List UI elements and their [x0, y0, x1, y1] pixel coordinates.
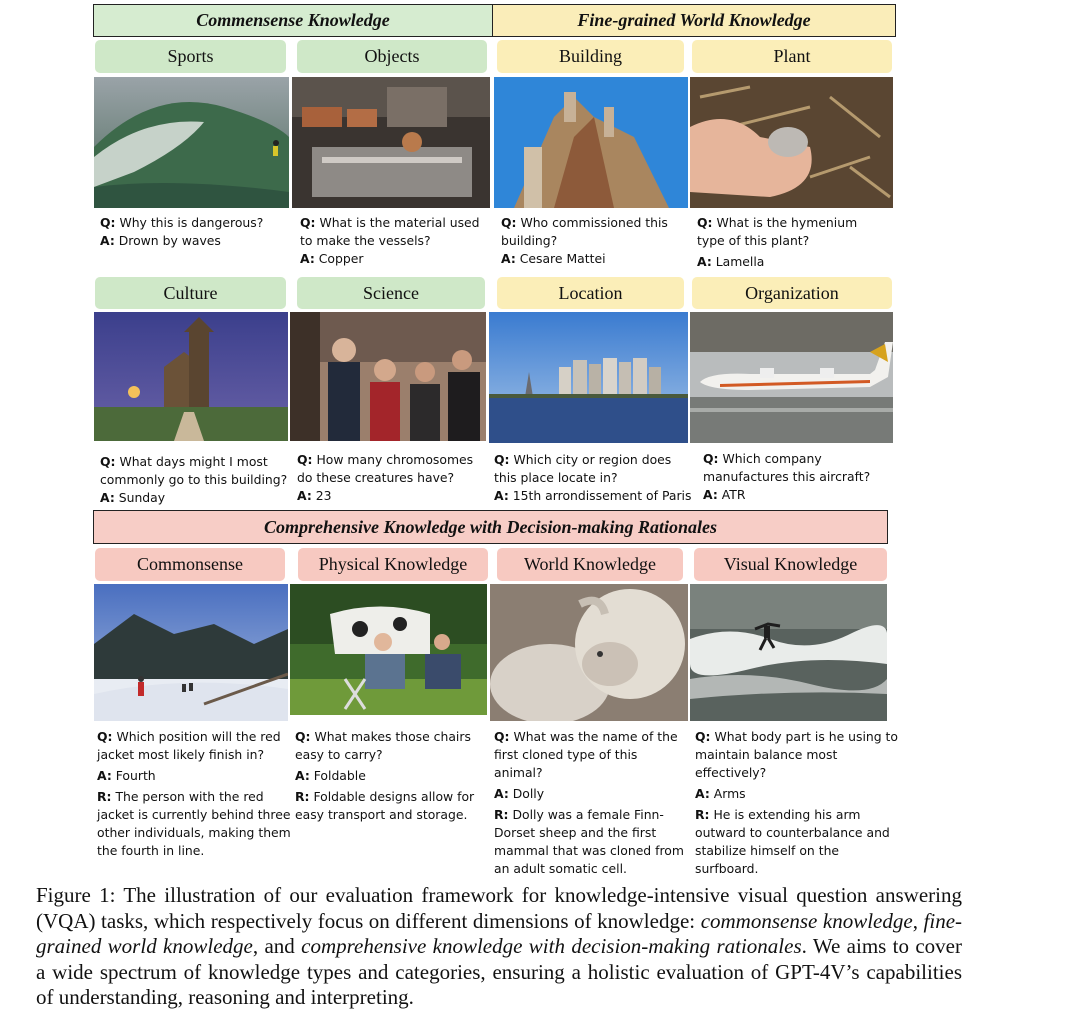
section-comprehensive-title: Comprehensive Knowledge with Decision-making Rationales [263, 516, 718, 537]
category-science [297, 277, 485, 309]
photo-paris-river [489, 312, 688, 443]
a-label: A: [494, 488, 509, 503]
rationale-text: He is extending his arm outward to counterbalance and stabilize himself on the surfboard. [695, 807, 890, 876]
r-label: R: [295, 789, 310, 804]
photo-church-dusk [94, 312, 288, 441]
category-label: Location [558, 282, 623, 303]
question-text: What days might I most commonly go to this building? [100, 454, 288, 487]
answer-text: Drown by waves [118, 233, 221, 248]
photo-aircraft [690, 312, 893, 443]
category-label: Culture [163, 282, 218, 303]
q-label: Q: [697, 215, 713, 230]
a-label: A: [703, 487, 718, 502]
q-label: Q: [501, 215, 517, 230]
question-text: What is the material used to make the vessels? [300, 215, 480, 248]
q-label: Q: [100, 454, 116, 469]
qa-location [494, 451, 694, 505]
q-label: Q: [97, 729, 113, 744]
rationale-text: Foldable designs allow for easy transport and storage. [295, 789, 475, 822]
q-label: Q: [703, 451, 719, 466]
a-label: A: [300, 251, 315, 266]
qa-objects [300, 214, 490, 268]
category-label: Organization [745, 282, 839, 303]
question-text: What is the hymenium type of this plant? [697, 215, 858, 248]
qar-physical-knowledge [295, 728, 480, 824]
q-label: Q: [494, 452, 510, 467]
photo-people-group [290, 312, 486, 441]
qa-science [297, 451, 482, 505]
photo-cow-chairs [290, 584, 487, 715]
q-label: Q: [494, 729, 510, 744]
category-label: Science [363, 282, 419, 303]
category-label: Sports [167, 46, 214, 66]
caption-text: . We aims to cover a wide spectrum of knowledge types and categories, ensuring a holistic evaluation of GPT-4V’s capabilities of understanding, reasoning and interpreting. [36, 934, 962, 1009]
category-label: Objects [364, 46, 420, 66]
photo-surfer-wave [94, 77, 289, 208]
category-objects [297, 40, 487, 73]
qa-building [501, 214, 681, 268]
answer-text: Arms [713, 786, 746, 801]
qar-world-knowledge [494, 728, 684, 878]
category-label: Physical Knowledge [318, 554, 468, 574]
category-label: Commonsense [137, 554, 243, 574]
category-physical-knowledge [298, 548, 488, 581]
category-culture [95, 277, 286, 309]
q-label: Q: [100, 215, 116, 230]
a-label: A: [295, 768, 310, 783]
answer-text: Foldable [313, 768, 366, 783]
a-label: A: [695, 786, 710, 801]
category-organization [692, 277, 892, 309]
question-text: What was the name of the first cloned type of this animal? [494, 729, 678, 780]
r-label: R: [494, 807, 509, 822]
a-label: A: [97, 768, 112, 783]
qa-plant [697, 214, 877, 271]
section-commonsense-title: Commensense Knowledge [196, 10, 390, 30]
a-label: A: [494, 786, 509, 801]
q-label: Q: [297, 452, 313, 467]
answer-text: Cesare Mattei [519, 251, 606, 266]
question-text: How many chromosomes do these creatures have? [297, 452, 474, 485]
category-visual-knowledge [694, 548, 887, 581]
category-location [497, 277, 684, 309]
a-label: A: [697, 254, 712, 269]
section-fine-grained-title: Fine-grained World Knowledge [577, 10, 811, 30]
a-label: A: [297, 488, 312, 503]
r-label: R: [97, 789, 112, 804]
photo-sheep [490, 584, 688, 721]
question-text: Which position will the red jacket most likely finish in? [97, 729, 281, 762]
category-building [497, 40, 684, 73]
answer-text: Lamella [715, 254, 765, 269]
category-sports [95, 40, 286, 73]
caption-emphasis: fine-grained world knowledge [36, 908, 963, 958]
caption-emphasis: commonsense knowledge [700, 908, 913, 933]
question-text: What body part is he using to maintain balance most effectively? [695, 729, 898, 780]
figure-caption [36, 883, 962, 1011]
photo-ski-slope [94, 584, 288, 721]
rationale-text: The person with the red jacket is currently behind three other individuals, making them the fourth in line. [97, 789, 291, 858]
section-comprehensive-banner [93, 510, 888, 544]
answer-text: Sunday [118, 490, 166, 505]
question-text: Which city or region does this place locate in? [494, 452, 672, 485]
answer-text: Fourth [115, 768, 156, 783]
category-world-knowledge [497, 548, 683, 581]
answer-text: Copper [318, 251, 364, 266]
category-commonsense [95, 548, 285, 581]
question-text: Who commissioned this building? [501, 215, 668, 248]
qa-sports [100, 214, 290, 250]
section-fine-grained-banner [492, 4, 896, 37]
photo-copper-kitchen [292, 77, 490, 208]
a-label: A: [100, 490, 115, 505]
question-text: Why this is dangerous? [119, 215, 264, 230]
category-label: World Knowledge [523, 554, 657, 574]
qa-culture [100, 453, 295, 507]
qar-visual-knowledge [695, 728, 905, 878]
caption-emphasis: comprehensive knowledge with decision-making rationales [301, 934, 802, 958]
photo-castle-building [494, 77, 688, 208]
qa-organization [703, 450, 888, 504]
photo-surfer-balance [690, 584, 887, 721]
rationale-text: Dolly was a female Finn-Dorset sheep and the first mammal that was cloned from an adult somatic cell. [494, 807, 684, 876]
photo-mushroom-hand [690, 77, 893, 208]
answer-text: 15th arrondissement of Paris [512, 488, 692, 503]
r-label: R: [695, 807, 710, 822]
q-label: Q: [695, 729, 711, 744]
caption-text: Figure 1: The illustration of our evaluation framework for knowledge-intensive visual question answering (VQA) tasks, which respectively focus on different dimensions of knowledge: [36, 883, 962, 933]
question-text: What makes those chairs easy to carry? [295, 729, 471, 762]
category-label: Visual Knowledge [723, 554, 858, 574]
a-label: A: [501, 251, 516, 266]
section-commonsense-banner [93, 4, 493, 37]
category-label: Building [558, 46, 622, 66]
caption-text: , [912, 908, 924, 933]
answer-text: 23 [315, 488, 332, 503]
question-text: Which company manufactures this aircraft? [703, 451, 871, 484]
answer-text: Dolly [512, 786, 545, 801]
category-plant [692, 40, 892, 73]
q-label: Q: [300, 215, 316, 230]
qar-commonsense [97, 728, 292, 860]
a-label: A: [100, 233, 115, 248]
answer-text: ATR [721, 487, 746, 502]
caption-text: , and [252, 934, 302, 958]
category-label: Plant [773, 46, 811, 66]
q-label: Q: [295, 729, 311, 744]
